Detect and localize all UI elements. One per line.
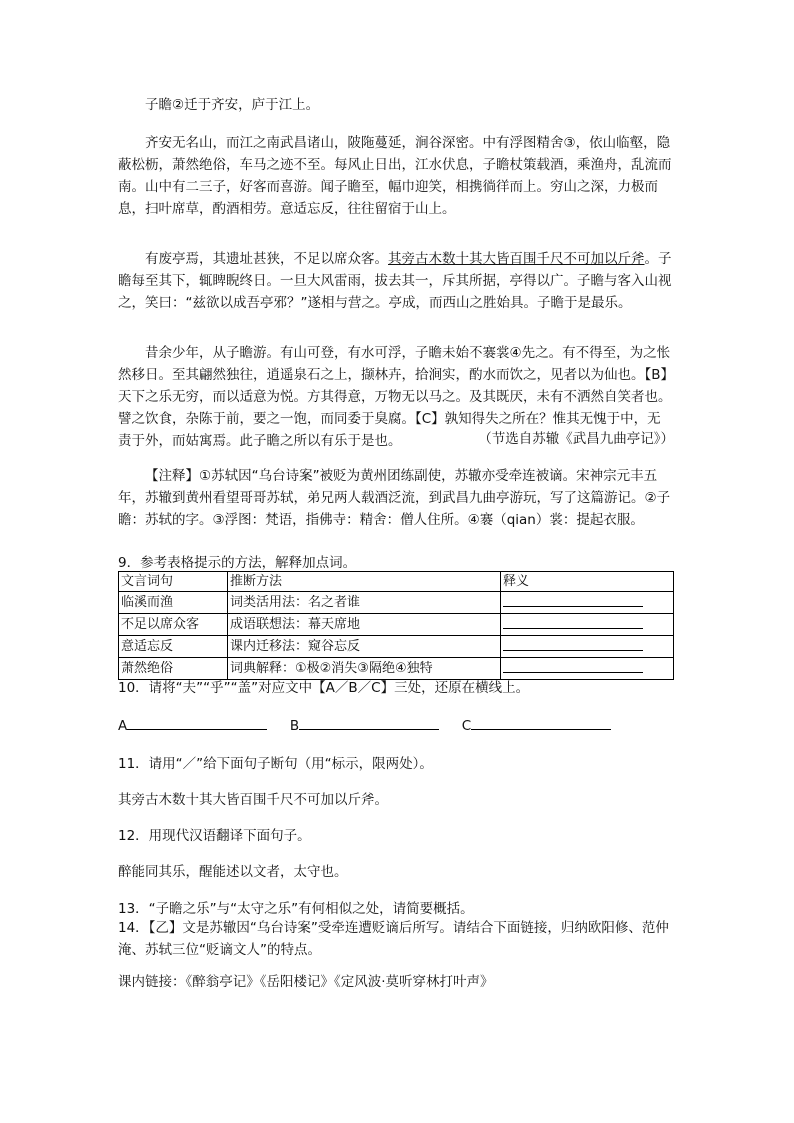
row-phrase: 意适忘反 [119,636,228,658]
paragraph-3-end: 。子瞻每至其下，辄睥睨终日。一旦大风雷雨，拔去其一，斥其所据，亭得以广。子瞻与客入山视之，笑曰：“兹欲以成吾亭邪？”遂相与营之。亭成，而西山之胜始具。子瞻于是最乐。 [118,251,672,311]
paragraph-3-start: 有废亭焉，其遗址甚狭，不足以席众客。 [145,251,388,267]
source-citation: （节选自苏辙《武昌九曲亭记》） [478,431,674,447]
question-11-sentence: 其旁古木数十其大皆百围千尺不可加以斤斧。 [118,792,388,808]
gloss-table [118,571,674,680]
question-14-links: 课内链接：《醉翁亭记》《岳阳楼记》《定风波·莫听穿林打叶声》 [118,974,494,990]
row-method: 词典解释：①极②消失③隔绝④独特 [228,658,501,680]
blank-a-label: A [118,718,128,734]
row-phrase: 不足以席众客 [119,614,228,636]
passage-paragraph-1: 子瞻②迁于齐安，庐于江上。 [145,97,320,113]
meaning-answer-blank[interactable] [501,636,674,658]
question-12-sentence: 醉能同其乐，醒能述以文者，太守也。 [118,864,348,880]
header-method: 推断方法 [228,572,501,592]
blank-a-line[interactable] [127,715,267,730]
row-method: 词类活用法：名之者谁 [228,592,501,614]
question-10-prompt: 10．请将“夫”“乎”“盖”对应文中【A／B／C】三处，还原在横线上。 [118,680,530,696]
table-row [119,592,674,614]
question-12-prompt: 12．用现代汉语翻译下面句子。 [118,828,311,844]
answer-line [503,614,643,629]
header-phrase: 文言词句 [119,572,228,592]
passage-paragraph-3 [118,248,674,314]
question-14-prompt: 14．【乙】文是苏辙因“乌台诗案”受牵连遭贬谪后所写。请结合下面链接，归纳欧阳修、范仲淹、苏轼三位“贬谪文人”的特点。 [118,920,669,958]
answer-line [503,636,643,651]
header-meaning: 释义 [501,572,674,592]
row-method: 成语联想法：幕天席地 [228,614,501,636]
passage-paragraph-4: 昔余少年，从子瞻游。有山可登，有水可浮，子瞻未始不褰裳④先之。有不得至，为之怅然移日。至其翩然独往，逍遥泉石之上，撷林卉，拾涧实，酌水而饮之，见者以为仙也。【B】天下之乐无穷，而以适意为悦。方其得意，万物无以马之。及其既厌，未有不洒然自笑者也。譬之饮食，杂陈于前，要之一饱，而同委于臭腐。【C】孰知得失之所在？惟其无愧于中，无责于外，而姑寓焉。此子瞻之所以有乐于是也。 [118,345,675,449]
row-phrase: 临溪而渔 [119,592,228,614]
table-row [119,614,674,636]
underlined-sentence: 其旁古木数十其大皆百围千尺不可加以斤斧 [388,251,645,267]
question-9-prompt: 9．参考表格提示的方法，解释加点词。 [118,555,357,571]
row-phrase: 萧然绝俗 [119,658,228,680]
table-header-row [119,572,674,592]
blank-c-line[interactable] [471,715,611,730]
row-method: 课内迁移法：窥谷忘反 [228,636,501,658]
blank-b-label: B [289,718,300,734]
annotation-note: 【注释】①苏轼因“乌台诗案”被贬为黄州团练副使，苏辙亦受牵连被谪。宋神宗元丰五年，苏辙到黄州看望哥哥苏轼，弟兄两人载酒泛流，到武昌九曲亭游玩，写了这篇游记。②子瞻：苏轼的字。③浮图：梵语，指佛寺：精舍：僧人住所。④褰（qian）裳：提起衣服。 [118,468,671,528]
question-13-prompt: 13．“子瞻之乐”与“太守之乐”有何相似之处，请简要概括。 [118,901,474,917]
blank-c-label: C [461,718,472,734]
blank-b-line[interactable] [299,715,439,730]
answer-line [503,658,643,673]
answer-line [503,592,643,607]
table-row [119,636,674,658]
passage-paragraph-2: 齐安无名山，而江之南武昌诸山，陂陁蔓延，涧谷深密。中有浮图精舍③，依山临壑，隐蔽松枥，萧然绝俗，车马之迹不至。每风止日出，江水伏息，子瞻杖策载酒，乘渔舟，乱流而南。山中有二三子，好客而喜游。闻子瞻至，幅巾迎笑，相携徜徉而上。穷山之深，力极而息，扫叶席草，酌酒相劳。意适忘反，往往留宿于山上。 [118,135,672,217]
question-10-blanks [118,715,674,737]
question-11-prompt: 11．请用“／”给下面句子断句（用“标示，限两处）。 [118,756,433,772]
meaning-answer-blank[interactable] [501,592,674,614]
meaning-answer-blank[interactable] [501,614,674,636]
